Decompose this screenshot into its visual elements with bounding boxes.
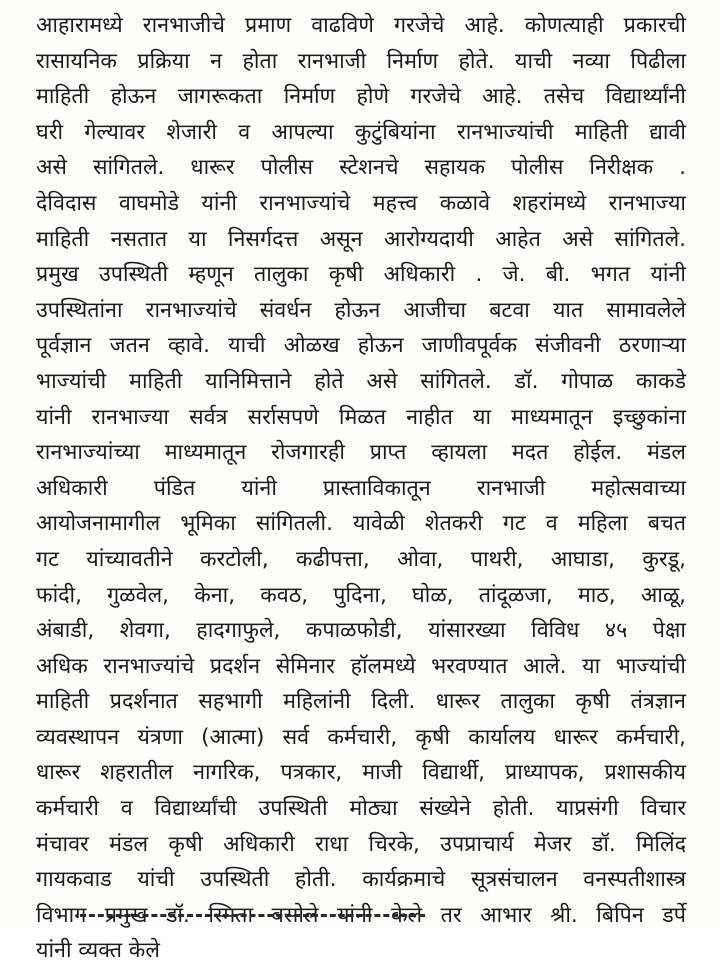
article-line: आयोजनामागील भूमिका सांगितली. यावेळी शेतकरी गट व महिला बचत xyxy=(36,511,686,537)
article-line: अंबाडी, शेवगा, हादगाफुले, कपाळफोडी, यांसारख्या विविध ४५ पेक्षा xyxy=(36,618,686,644)
article-line: पूर्वज्ञान जतन व्हावे. याची ओळख होऊन जाणीवपूर्वक संजीवनी ठरणाऱ्या xyxy=(36,333,686,359)
article-line: रासायनिक प्रक्रिया न होता रानभाजी निर्माण होते. याची नव्या पिढीला xyxy=(36,48,686,74)
article-line: यांनी रानभाज्या सर्वत्र सर्रासपणे मिळत नाहीत या माध्यमातून इच्छुकांना xyxy=(36,404,686,430)
article-line: अधिक रानभाज्यांचे प्रदर्शन सेमिनार हॉलमध्ये भरवण्यात आले. या भाज्यांची xyxy=(36,653,686,679)
article-line: गायकवाड यांची उपस्थिती होती. कार्यक्रमाचे सूत्रसंचालन वनस्पतीशास्त्र xyxy=(36,867,686,893)
article-line: माहिती होऊन जागरूकता निर्माण होणे गरजेचे आहे. तसेच विद्यार्थ्यांनी xyxy=(36,84,686,110)
article-line: असे सांगितले. धारूर पोलीस स्टेशनचे सहायक पोलीस निरीक्षक . xyxy=(36,155,686,181)
article-line: गट यांच्यावतीने करटोली, कढीपत्ता, ओवा, पाथरी, आघाडा, कुरडू, xyxy=(36,546,686,572)
article-line: देविदास वाघमोडे यांनी रानभाज्यांचे महत्त्व कळावे शहरांमध्ये रानभाज्या xyxy=(36,190,686,216)
article-line: उपस्थितांना रानभाज्यांचे संवर्धन होऊन आजीचा बटवा यात सामावलेले xyxy=(36,297,686,323)
article-line: रानभाज्यांच्या माध्यमातून रोजगारही प्राप्त व्हायला मदत होईल. मंडल xyxy=(36,440,686,466)
article-line: विभाग प्रमुख डॉ. स्मिता बसोले यांनी केले तर आभार श्री. बिपिन डर्पे xyxy=(36,902,686,928)
article-line: फांदी, गुळवेल, केना, कवठ, पुदिना, घोळ, तांदूळजा, माठ, आळू, xyxy=(36,582,686,608)
article-line: प्रमुख उपस्थिती म्हणून तालुका कृषी अधिकारी . जे. बी. भगत यांनी xyxy=(36,262,686,288)
article-line: भाज्यांची माहिती यानिमित्ताने होते असे सांगितले. डॉ. गोपाळ काकडे xyxy=(36,368,686,394)
article-line: अधिकारी पंडित यांनी प्रास्ताविकातून रानभाजी महोत्सवाच्या xyxy=(36,475,686,501)
article-line: आहारामध्ये रानभाजीचे प्रमाण वाढविणे गरजेचे आहे. कोणत्याही प्रकारची xyxy=(36,13,686,38)
article-line: धारूर शहरातील नागरिक, पत्रकार, माजी विद्यार्थी, प्राध्यापक, प्रशासकीय xyxy=(36,760,686,786)
article-line: मंचावर मंडल कृषी अधिकारी राधा चिरके, उपप्राचार्य मेजर डॉ. मिलिंद xyxy=(36,831,686,857)
dashed-divider xyxy=(80,914,425,917)
article-line: व्यवस्थापन यंत्रणा (आत्मा) सर्व कर्मचारी, कृषी कार्यालय धारूर कर्मचारी, xyxy=(36,724,686,750)
article-line: घरी गेल्यावर शेजारी व आपल्या कुटुंबियांना रानभाज्यांची माहिती द्यावी xyxy=(36,119,686,145)
article-body xyxy=(36,8,686,969)
article-line: कर्मचारी व विद्यार्थ्यांची उपस्थिती मोठ्या संख्येने होती. याप्रसंगी विचार xyxy=(36,796,686,822)
article-line: माहिती प्रदर्शनात सहभागी महिलांनी दिली. धारूर तालुका कृषी तंत्रज्ञान xyxy=(36,689,686,715)
article-line: माहिती नसतात या निसर्गदत्त असून आरोग्यदायी आहेत असे सांगितले. xyxy=(36,226,686,252)
article-line: यांनी व्यक्त केले xyxy=(36,938,160,964)
